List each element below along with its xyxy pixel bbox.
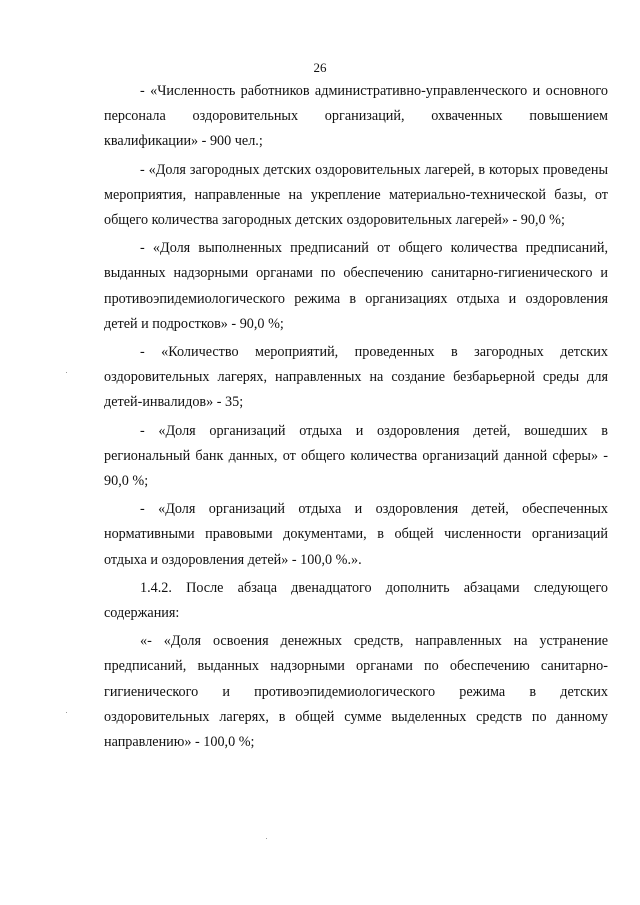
paragraph-amendment-instruction: 1.4.2. После абзаца двенадцатого дополнить абзацами следующего содержания: <box>104 579 608 622</box>
paragraph-staff-count: - «Численность работников административно-управленческого и основного персонала оздоровительных организаций, охваченных повышением квалификации» - 900 чел.; <box>104 83 608 150</box>
paragraph-regional-database-share: - «Доля организаций отдыха и оздоровления детей, вошедших в региональный банк данных, от общего количества организаций данной сферы» - 90,0 %; <box>104 422 608 490</box>
paragraph-camps-improved-share: - «Доля загородных детских оздоровительных лагерей, в которых проведены мероприятия, направленные на укрепление материально-технической базы, от общего количества загородных детских оздоровительных лагерей» - 90,0 %; <box>104 161 608 229</box>
page-number: 26 <box>313 60 327 75</box>
paragraph-orders-fulfilled-share: - «Доля выполненных предписаний от общего количества предписаний, выданных надзорными органами по обеспечению санитарно-гигиенического и противоэпидемиологического режима в организациях отдыха и оздоровления детей и подростков» - 90,0 %; <box>104 240 608 332</box>
paragraph-barrier-free-events: - «Количество мероприятий, проведенных в загородных детских оздоровительных лагерях, направленных на создание безбарьерной среды для детей-инвалидов» - 35; <box>104 344 608 411</box>
document-body <box>104 79 608 755</box>
paragraph-regulatory-documents-share: - «Доля организаций отдыха и оздоровления детей, обеспеченных нормативными правовыми документами, в общей численности организаций отдыха и оздоровления детей» - 100,0 %.». <box>104 501 608 568</box>
scan-mark <box>66 372 67 373</box>
paragraph-funds-utilization-share: «- «Доля освоения денежных средств, направленных на устранение предписаний, выданных надзорными органами по обеспечению санитарно-гигиенического и противоэпидемиологического режима в детских оздоровительных лагерях, в общей сумме выделенных средств по данному направлению» - 100,0 %; <box>104 633 608 751</box>
scan-mark <box>66 712 67 713</box>
scan-mark <box>266 838 267 839</box>
